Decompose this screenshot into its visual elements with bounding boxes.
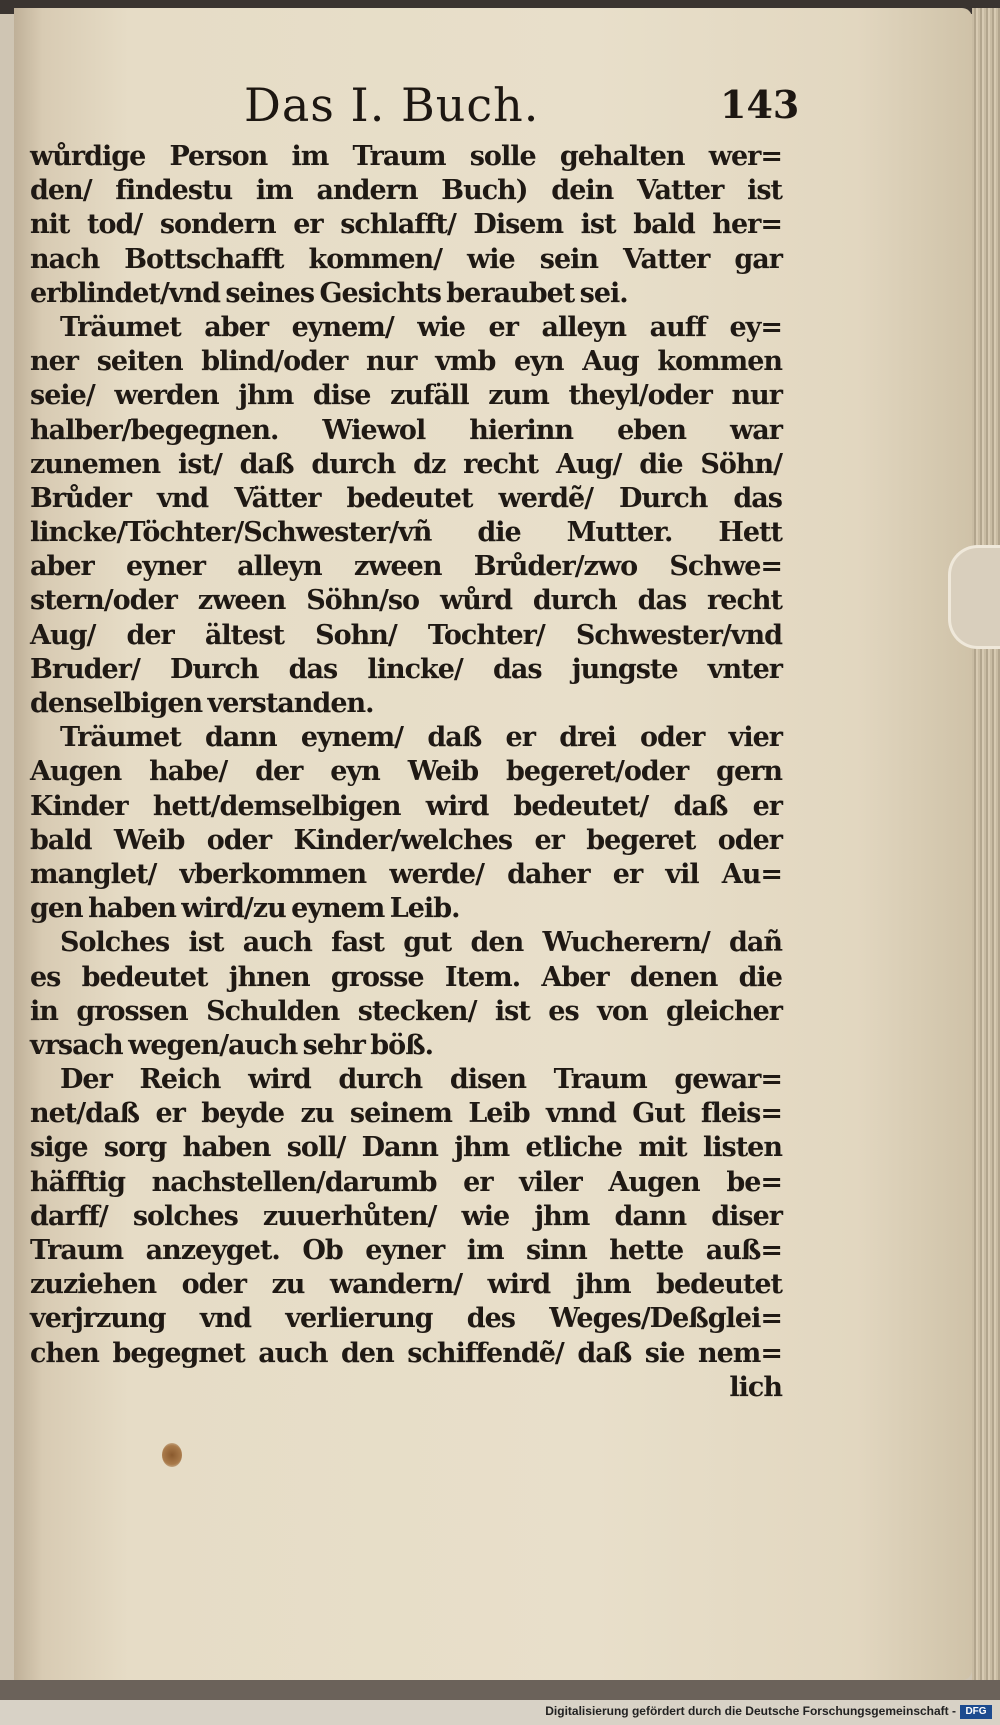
- running-head: Das I. Buch.: [244, 78, 540, 132]
- text-line: wůrdige Person im Traum solle gehalten wer=: [30, 141, 782, 172]
- text-line: gen haben wird/zu eynem Leib.: [30, 893, 460, 925]
- body-text: [30, 140, 782, 1405]
- text-line: Träumet dann eynem/ daß er drei oder vier: [60, 722, 782, 754]
- text-line: verjrzung vnd verlierung des Weges/Deßglei=: [30, 1303, 782, 1335]
- text-line: sige sorg haben soll/ Dann jhm etliche mit listen: [30, 1132, 782, 1164]
- page-number: 143: [720, 82, 800, 127]
- text-line: in grossen Schulden stecken/ ist es von gleicher: [30, 995, 782, 1027]
- text-line: Augen habe/ der eyn Weib begeret/oder gern: [30, 756, 782, 788]
- text-line: net/daß er beyde zu seinem Leib vnnd Gut fleis=: [30, 1098, 782, 1130]
- text-line: Solches ist auch fast gut den Wucherern/ dañ: [60, 927, 782, 959]
- text-line: nit tod/ sondern er schlafft/ Disem ist bald her=: [30, 209, 782, 241]
- text-line: es bedeutet jhnen grosse Item. Aber denen die: [30, 961, 782, 993]
- text-line: denselbigen verstanden.: [30, 688, 374, 719]
- page-tab: [948, 545, 1000, 649]
- text-line: zuziehen oder zu wandern/ wird jhm bedeutet: [30, 1269, 782, 1301]
- catchword: lich: [729, 1371, 782, 1403]
- text-line: ner seiten blind/oder nur vmb eyn Aug kommen: [30, 346, 782, 378]
- credit-bar: [0, 1700, 1000, 1725]
- text-line: Brůder vnd Vätter bedeutet werdẽ/ Durch das: [30, 482, 782, 514]
- book-bottom-edge: [0, 1680, 1000, 1700]
- text-line: bald Weib oder Kinder/welches er begeret oder: [30, 824, 782, 856]
- text-line: aber eyner alleyn zween Brůder/zwo Schwe=: [30, 551, 782, 583]
- text-line: seie/ werden jhm dise zufäll zum theyl/oder nur: [30, 380, 782, 412]
- ink-stain: [162, 1443, 182, 1467]
- text-line: Kinder hett/demselbigen wird bedeutet/ daß er: [30, 790, 782, 822]
- text-line: Aug/ der ältest Sohn/ Tochter/ Schwester/vnd: [30, 619, 782, 651]
- text-line: Träumet aber eynem/ wie er alleyn auff ey=: [60, 311, 782, 343]
- text-line: Traum anzeyget. Ob eyner im sinn hette auß=: [30, 1235, 782, 1266]
- text-line: Bruder/ Durch das lincke/ das jungste vnter: [30, 653, 782, 685]
- text-line: manglet/ vberkommen werde/ daher er vil Au=: [30, 858, 782, 890]
- text-line: chen begegnet auch den schiffendẽ/ daß sie nem=: [30, 1337, 782, 1369]
- text-line: stern/oder zween Söhn/so wůrd durch das recht: [30, 585, 782, 617]
- page-header: [0, 78, 1000, 138]
- text-line: nach Bottschafft kommen/ wie sein Vatter gar: [30, 243, 782, 275]
- dfg-logo: DFG: [960, 1705, 992, 1719]
- text-line: darff/ solches zuuerhůten/ wie jhm dann diser: [30, 1200, 782, 1232]
- text-line: lincke/Töchter/Schwester/vñ die Mutter. Hett: [30, 517, 782, 549]
- text-line: halber/begegnen. Wiewol hierinn eben war: [30, 414, 782, 446]
- text-line: den/ findestu im andern Buch) dein Vatter ist: [30, 175, 782, 207]
- book-fore-edge: [972, 8, 1000, 1680]
- credit-text: Digitalisierung gefördert durch die Deutsche Forschungsgemeinschaft -: [545, 1704, 956, 1718]
- text-line: zunemen ist/ daß durch dz recht Aug/ die Söhn/: [30, 448, 782, 480]
- text-line: erblindet/vnd seines Gesichts beraubet sei.: [30, 277, 628, 309]
- text-line: häfftig nachstellen/darumb er viler Augen be=: [30, 1166, 782, 1198]
- text-line: vrsach wegen/auch sehr böß.: [30, 1029, 434, 1061]
- text-line: Der Reich wird durch disen Traum gewar=: [60, 1064, 782, 1096]
